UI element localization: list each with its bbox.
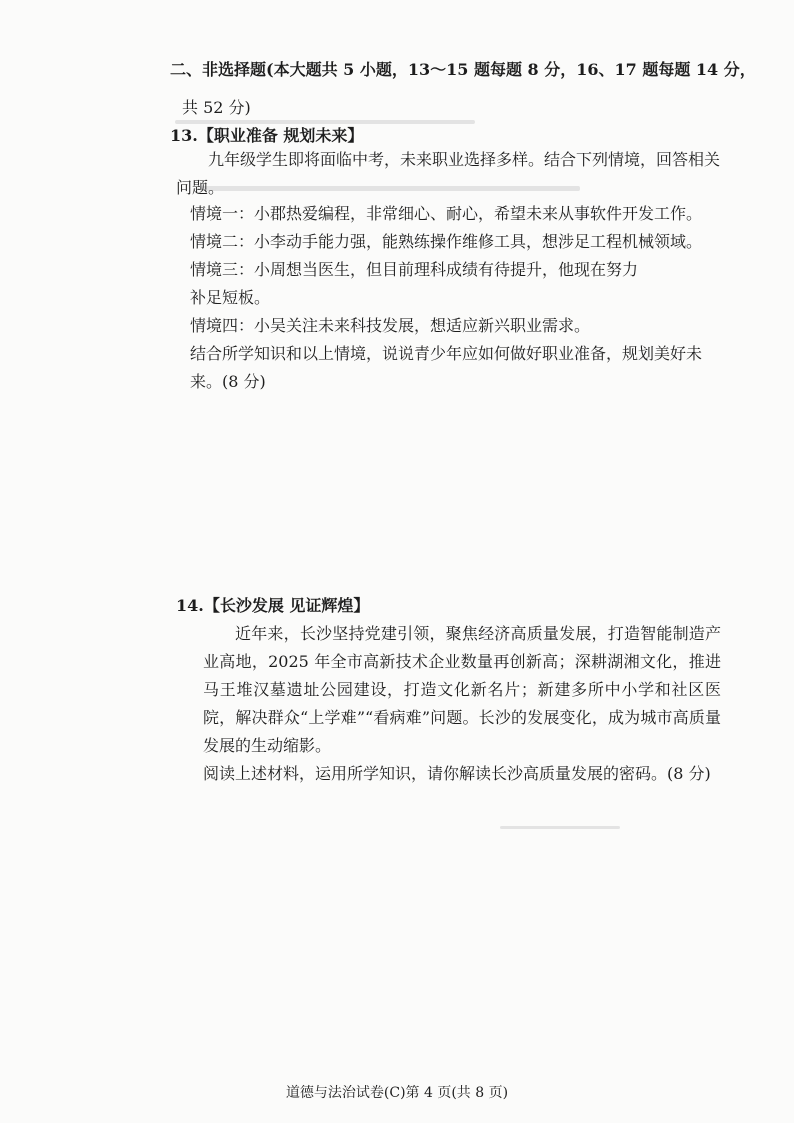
question-13-title: 13.【职业准备 规划未来】	[170, 126, 364, 145]
question-13-prompt: 结合所学知识和以上情境，说说青少年应如何做好职业准备，规划美好未来。(8 分)	[190, 344, 703, 391]
scan-smudge	[500, 826, 620, 829]
section-heading: 二、非选择题(本大题共 5 小题，13～15 题每题 8 分，16、17 题每题 14 分，	[170, 60, 756, 79]
page-footer: 道德与法治试卷(C)第 4 页(共 8 页)	[285, 1085, 509, 1101]
question-13-scenario-3: 情境三：小周想当医生，但目前理科成绩有待提升，他现在努力补足短板。	[190, 260, 639, 307]
question-14-material: 近年来，长沙坚持党建引领，聚焦经济高质量发展，打造智能制造产业高地，2025 年全市高新技术企业数量再创新高；深耕湖湘文化，推进马王堆汉墓遗址公园建设，打造文化新名片；新建多所中小学和社区医院，解决群众“上学难”“看病难”问题。长沙的发展变化，成为城市高质量发展的生动缩影。	[203, 624, 721, 755]
scan-smudge	[175, 120, 475, 124]
question-14-title: 14.【长沙发展 见证辉煌】	[176, 596, 370, 615]
question-13-scenario-4: 情境四：小吴关注未来科技发展，想适应新兴职业需求。	[190, 316, 591, 335]
section-heading-continued: 共 52 分)	[182, 98, 251, 117]
question-14-prompt: 阅读上述材料，运用所学知识，请你解读长沙高质量发展的密码。(8 分)	[203, 764, 711, 783]
question-13-intro: 九年级学生即将面临中考，未来职业选择多样。结合下列情境，回答相关问题。	[176, 150, 721, 197]
question-13-scenario-2: 情境二：小李动手能力强，能熟练操作维修工具，想涉足工程机械领域。	[190, 232, 703, 251]
question-13-scenario-1: 情境一：小郡热爱编程，非常细心、耐心，希望未来从事软件开发工作。	[190, 204, 703, 223]
